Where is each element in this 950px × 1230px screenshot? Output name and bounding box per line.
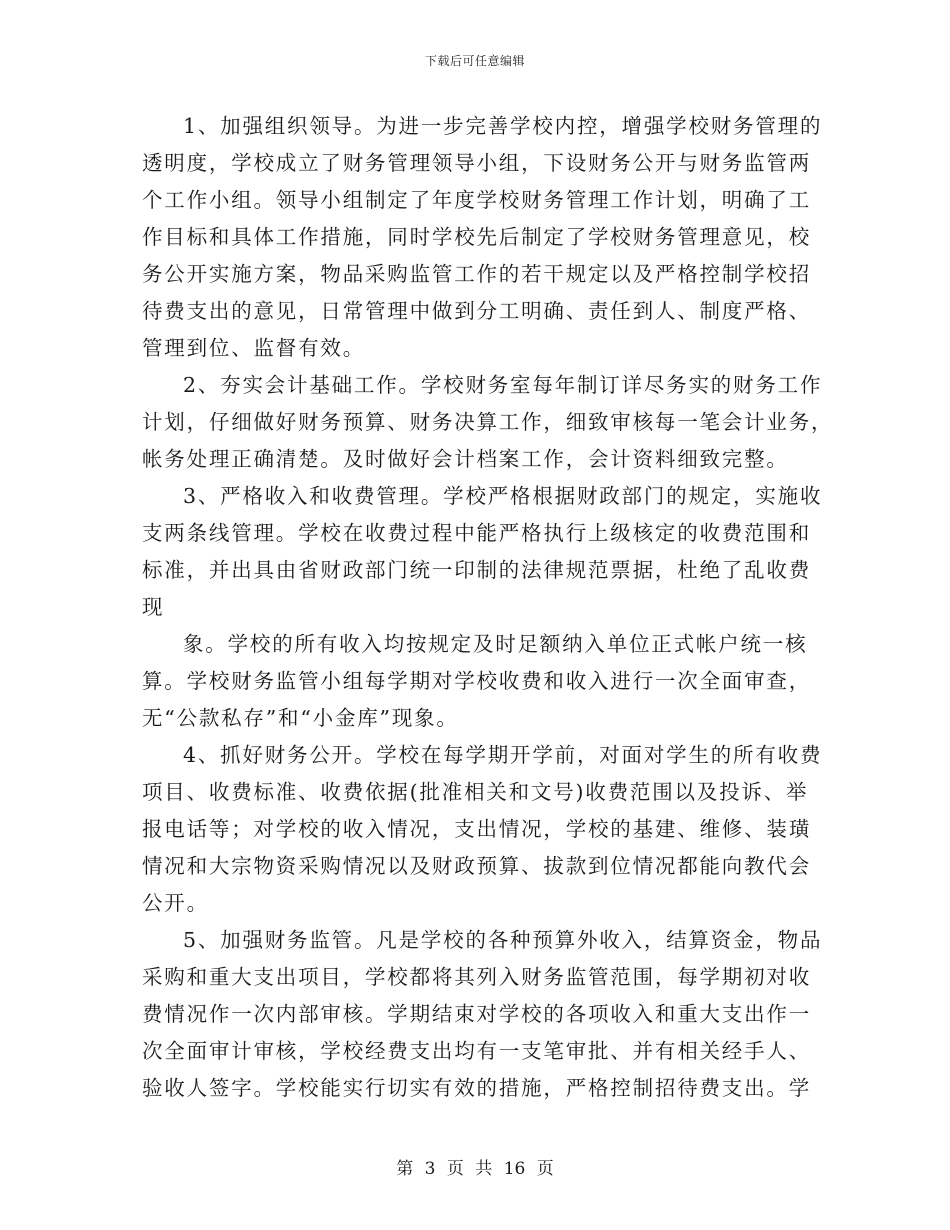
- text-line: 帐务处理正确清楚。及时做好会计档案工作，会计资料细致完整。: [142, 447, 789, 471]
- text-line: 4、抓好财务公开。学校在每学期开学前，对面对学生的所有收费: [183, 743, 823, 767]
- text-line: 支两条线管理。学校在收费过程中能严格执行上级核定的收费范围和: [142, 521, 811, 545]
- text-line: 报电话等；对学校的收入情况，支出情况，学校的基建、维修、装璜: [142, 817, 811, 841]
- text-line: 无“公款私存”和“小金库”现象。: [142, 706, 459, 730]
- document-body: [142, 108, 834, 1107]
- text-line: 1、加强组织领导。为进一步完善学校内控，增强学校财务管理的: [183, 114, 823, 138]
- text-line: 次全面审计审核，学校经费支出均有一支笔审批、并有相关经手人、: [142, 1039, 811, 1063]
- text-line: 现: [142, 595, 165, 619]
- text-line: 作目标和具体工作措施，同时学校先后制定了学校财务管理意见，校: [142, 225, 811, 249]
- header-note: 下载后可任意编辑: [424, 54, 525, 68]
- text-line: 标准，并出具由省财政部门统一印制的法律规范票据，杜绝了乱收费: [142, 558, 811, 582]
- text-line: 采购和重大支出项目，学校都将其列入财务监管范围，每学期初对收: [142, 965, 811, 989]
- text-line: 验收人签字。学校能实行切实有效的措施，严格控制招待费支出。学: [142, 1076, 811, 1100]
- text-line: 项目、收费标准、收费依据(批准相关和文号)收费范围以及投诉、举: [142, 780, 809, 804]
- text-line: 透明度，学校成立了财务管理领导小组，下设财务公开与财务监管两: [142, 151, 811, 175]
- text-line: 费情况作一次内部审核。学期结束对学校的各项收入和重大支出作一: [142, 1002, 811, 1026]
- text-line: 务公开实施方案，物品采购监管工作的若干规定以及严格控制学校招: [142, 262, 811, 286]
- text-line: 3、严格收入和收费管理。学校严格根据财政部门的规定，实施收: [183, 484, 823, 508]
- page-number: 第 3 页 共 16 页: [396, 1159, 554, 1179]
- text-line: 待费支出的意见，日常管理中做到分工明确、责任到人、制度严格、: [142, 299, 811, 323]
- text-line: 计划，仔细做好财务预算、财务决算工作，细致审核每一笔会计业务，: [142, 410, 834, 434]
- text-line: 公开。: [142, 891, 209, 915]
- text-line: 算。学校财务监管小组每学期对学校收费和收入进行一次全面审查，: [142, 669, 811, 693]
- text-line: 个工作小组。领导小组制定了年度学校财务管理工作计划，明确了工: [142, 188, 811, 212]
- text-line: 5、加强财务监管。凡是学校的各种预算外收入，结算资金，物品: [183, 928, 823, 952]
- text-line: 情况和大宗物资采购情况以及财政预算、拔款到位情况都能向教代会: [142, 854, 811, 878]
- text-line: 象。学校的所有收入均按规定及时足额纳入单位正式帐户统一核: [183, 632, 808, 656]
- text-line: 2、夯实会计基础工作。学校财务室每年制订详尽务实的财务工作: [183, 373, 823, 397]
- text-line: 管理到位、监督有效。: [142, 336, 365, 360]
